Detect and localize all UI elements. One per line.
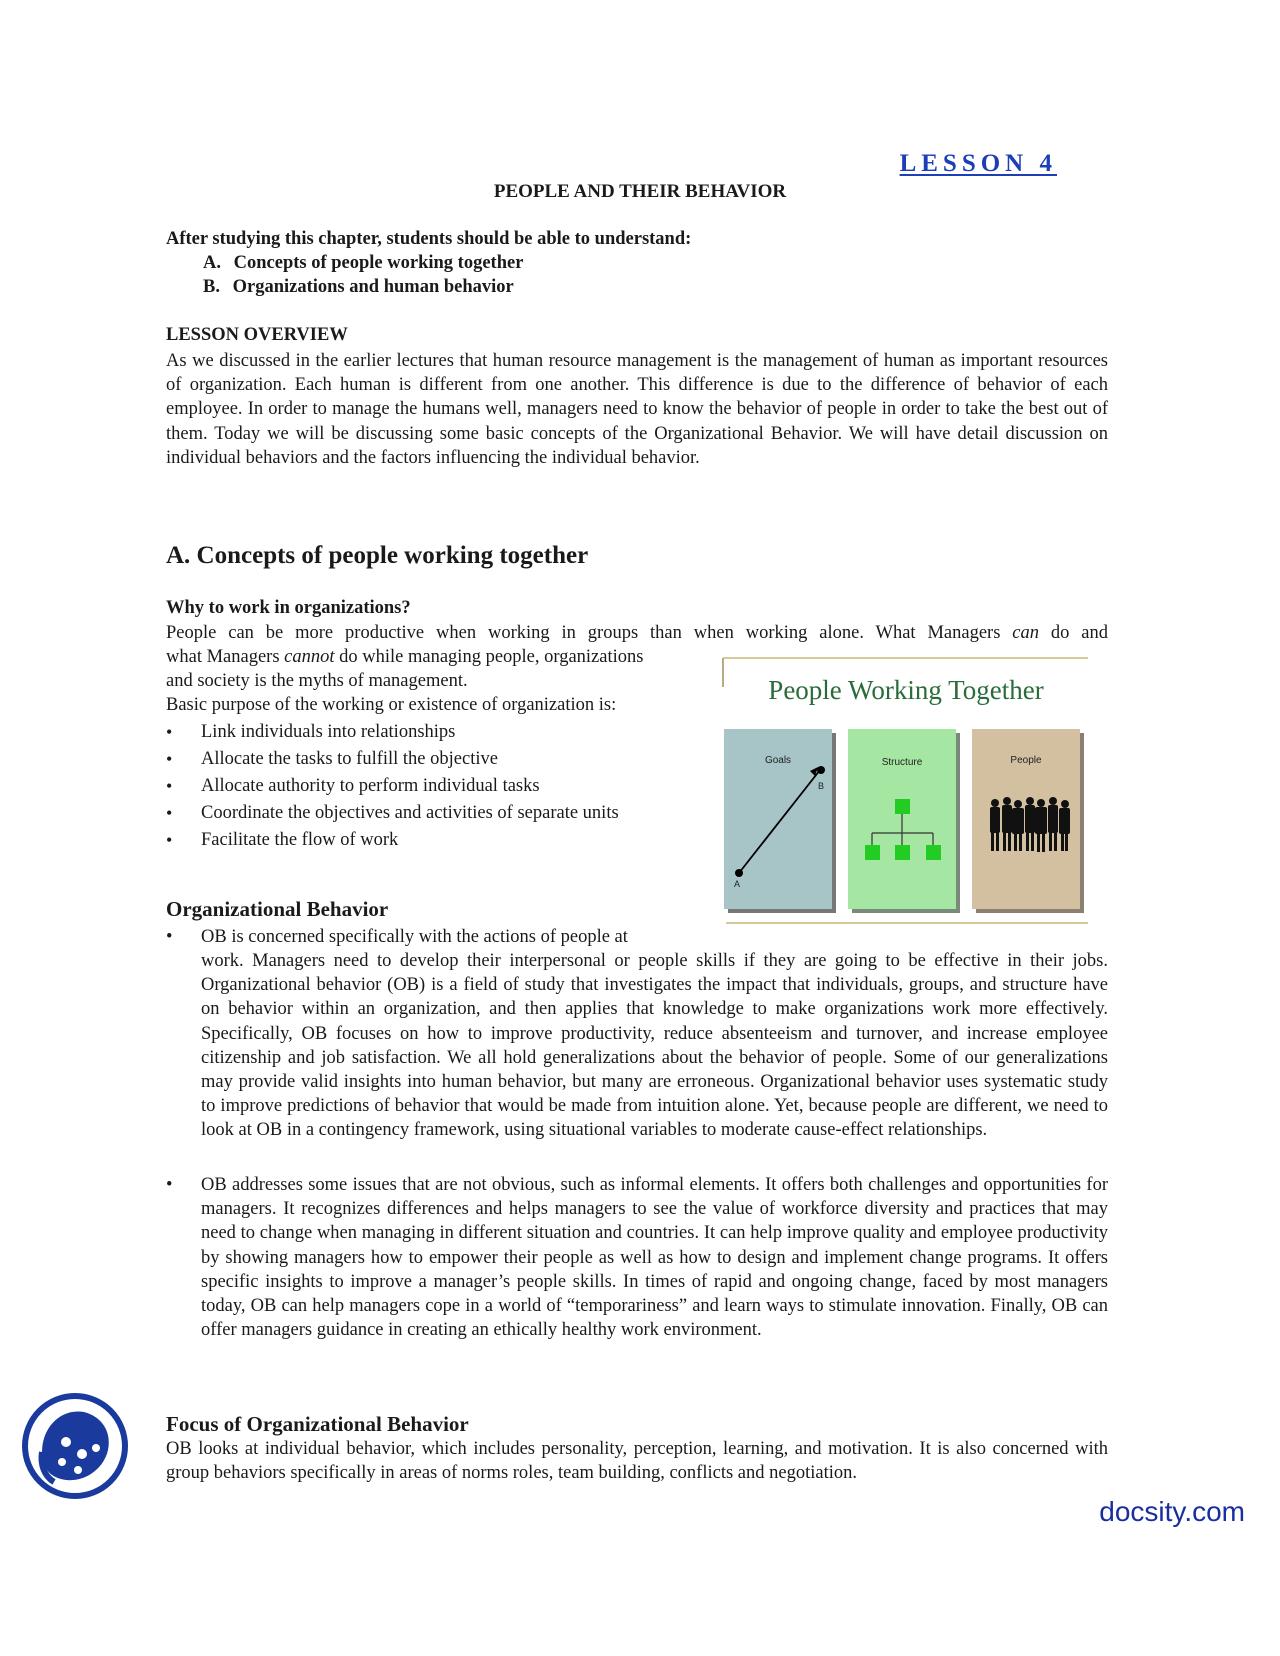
text-run: do and [1039, 623, 1108, 643]
point-b-dot [817, 766, 825, 774]
people-label: People [1010, 755, 1042, 766]
section-a-subheading: Why to work in organizations? [166, 598, 411, 618]
section-a-para-line [166, 645, 696, 669]
docsity-logo [20, 1390, 130, 1502]
text-run: do while managing people, organizations [334, 647, 644, 667]
list-item: • Allocate authority to perform individual tasks [166, 773, 619, 800]
point-a-label: A [734, 879, 741, 889]
objective-letter: B. [203, 277, 220, 297]
goals-label: Goals [764, 755, 792, 766]
purpose-line: Basic purpose of the working or existence of organization is: [166, 695, 617, 715]
bullet-marker: • [166, 927, 173, 947]
org-chart-box [865, 845, 880, 860]
section-a-para-line: and society is the myths of management. [166, 671, 468, 691]
lesson-number: LESSON 4 [899, 150, 1057, 177]
focus-paragraph: OB looks at individual behavior, which includes personality, perception, learning, and motivation. It is also concerned with group behaviors specifically in areas of norms roles, team building, conflicts and negotiation. [166, 1439, 1108, 1484]
section-a-para-line [166, 621, 1108, 645]
list-item: • Link individuals into relationships [166, 719, 619, 746]
objective-letter: A. [203, 253, 221, 273]
objective-item [203, 253, 523, 274]
purpose-list [131, 719, 619, 854]
objective-text: Concepts of people working together [233, 253, 524, 273]
overview-paragraph: As we discussed in the earlier lectures that human resource management is the management of human as important resources of organization. Each human is different from one another. This difference is due to the difference of behavior of each employee. In order to manage the humans well, managers need to know the behavior of people in order to take the best out of them. Today we will be discussing some basic concepts of the Organizational Behavior. We will have detail discussion on individual behaviors and the factors influencing the individual behavior. [166, 351, 1108, 468]
org-chart-box [926, 845, 941, 860]
org-chart-box [895, 845, 910, 860]
objective-text: Organizations and human behavior [232, 277, 514, 297]
text-run: what Managers [166, 647, 285, 667]
point-b-label: B [818, 781, 825, 791]
objectives-intro: After studying this chapter, students should be able to understand: [166, 229, 692, 249]
text-run: People can be more productive when working in groups than when working alone. What Managers [166, 623, 1013, 643]
docsity-brand[interactable]: docsity.com [1099, 1496, 1245, 1527]
org-chart-top-box [895, 799, 910, 814]
section-a-heading: A. Concepts of people working together [166, 542, 589, 569]
ob-bullet1-first-line: OB is concerned specifically with the actions of people at [201, 927, 628, 947]
list-item: • Facilitate the flow of work [166, 827, 619, 854]
ob-bullet2-paragraph: OB addresses some issues that are not obvious, such as informal elements. It offers both challenges and opportunities for managers. It recognizes differences and helps managers to see the value of workforce diversity and practices that may need to change when managing in different situation and countries. It can help improve quality and employee productivity by showing managers how to empower their people as well as how to design and implement change programs. It offers specific insights to improve a manager’s people skills. In times of rapid and ongoing change, faced by most managers today, OB can help managers cope in a world of “temporariness” and learn ways to stimulate innovation. Finally, OB can offer managers guidance in creating an ethically healthy work environment. [201, 1175, 1108, 1341]
figure-title: People Working Together [768, 675, 1044, 705]
page-title: PEOPLE AND THEIR BEHAVIOR [493, 181, 787, 202]
docsity-logo-icon [20, 1390, 130, 1502]
people-working-together-figure [722, 657, 1090, 927]
ob-bullet1-paragraph: work. Managers need to develop their interpersonal or people skills if they are going to be effective in their jobs. Organizational behavior (OB) is a field of study that investigates the impact that individuals, groups, and structure have on behavior within an organization, and then applies that knowledge to make organizations work more effectively. Specifically, OB focuses on how to improve productivity, reduce absenteeism and turnover, and increase employee citizenship and job satisfaction. We all hold generalizations about the behavior of people. Some of our generalizations may provide valid insights into human behavior, but many are erroneous. Organizational behavior uses systematic study to improve predictions of behavior that would be made from intuition alone. Yet, because people are different, we need to look at OB in a contingency framework, using situational variables to moderate cause-effect relationships. [201, 951, 1108, 1141]
emphasis: cannot [284, 647, 335, 667]
structure-label: Structure [881, 757, 923, 768]
focus-heading: Focus of Organizational Behavior [166, 1412, 469, 1436]
objective-item [203, 277, 514, 298]
bullet-marker: • [166, 1175, 173, 1195]
list-item: • Allocate the tasks to fulfill the objective [166, 746, 619, 773]
ob-heading: Organizational Behavior [166, 897, 389, 921]
list-item: • Coordinate the objectives and activities of separate units [166, 800, 619, 827]
point-a-dot [735, 869, 743, 877]
overview-heading: LESSON OVERVIEW [166, 325, 348, 345]
emphasis: can [1012, 623, 1040, 643]
